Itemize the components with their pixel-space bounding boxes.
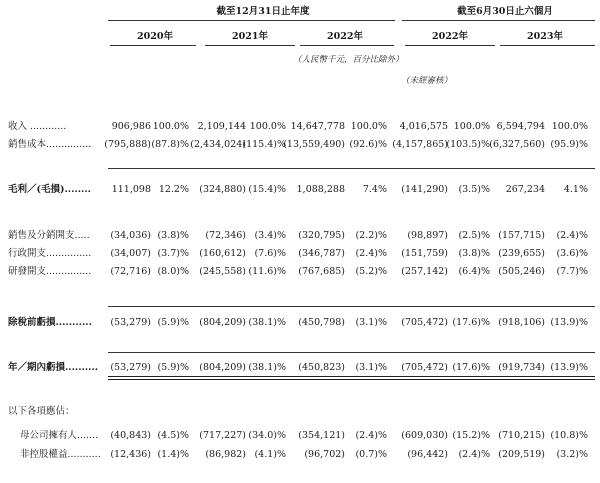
value-cell: 2,109,144 [197, 121, 246, 132]
value-cell: (53,279) [110, 362, 151, 373]
percent-cell: (3.6)% [556, 248, 588, 259]
percent-cell: (10.8)% [550, 430, 588, 441]
value-cell: 1,088,288 [296, 184, 345, 195]
row-label: 母公司擁有人....... [20, 430, 99, 441]
value-cell: (767,685) [298, 266, 345, 277]
value-cell: (450,823) [298, 362, 345, 373]
percent-cell: (13.9)% [550, 317, 588, 328]
value-cell: 111,098 [111, 184, 151, 195]
value-cell: (324,880) [199, 184, 246, 195]
percent-cell: (38.1)% [248, 317, 286, 328]
row-label: 研發開支............... [8, 266, 92, 277]
percent-cell: (15.2)% [452, 430, 490, 441]
value-cell: (209,519) [498, 449, 545, 460]
year-header-2022: 2022年 [327, 31, 363, 42]
value-cell: (4,157,865) [392, 139, 448, 150]
percent-cell: (2.4)% [355, 248, 387, 259]
value-cell: (346,787) [298, 248, 345, 259]
percent-cell: (3.8)% [157, 230, 189, 241]
percent-cell: (4.5)% [157, 430, 189, 441]
percent-cell: 4.1% [563, 184, 588, 195]
value-cell: (918,106) [498, 317, 545, 328]
value-cell: (53,279) [110, 317, 151, 328]
value-cell: (705,472) [401, 317, 448, 328]
year-underline [500, 45, 595, 46]
percent-cell: (3.2)% [556, 449, 588, 460]
header-divider-right [402, 20, 595, 21]
value-cell: 267,234 [505, 184, 545, 195]
percent-cell: (3.7)% [157, 248, 189, 259]
value-cell: (705,472) [401, 362, 448, 373]
percent-cell: (34.0)% [248, 430, 286, 441]
percent-cell: (17.6)% [452, 362, 490, 373]
percent-cell: (17.6)% [452, 317, 490, 328]
header-group-fiscal-year: 截至12月31日止年度 [216, 6, 310, 17]
value-cell: (13,559,490) [283, 139, 345, 150]
percent-cell: (103.5)% [446, 139, 490, 150]
percent-cell: (5.9)% [157, 362, 189, 373]
percent-cell: (2.4)% [458, 449, 490, 460]
year-header-2023-h1: 2023年 [527, 31, 563, 42]
percent-cell: (0.7)% [355, 449, 387, 460]
percent-cell: (13.9)% [550, 362, 588, 373]
value-cell: (98,897) [407, 230, 448, 241]
percent-cell: (38.1)% [248, 362, 286, 373]
subtotal-rule [108, 352, 595, 353]
value-cell: 14,647,778 [290, 121, 345, 132]
percent-cell: (95.9)% [550, 139, 588, 150]
value-cell: (804,209) [199, 362, 246, 373]
value-cell: (505,246) [498, 266, 545, 277]
year-underline [300, 45, 394, 46]
year-underline [405, 45, 495, 46]
header-divider-left [108, 20, 395, 21]
value-cell: (96,702) [304, 449, 345, 460]
value-cell: 4,016,575 [399, 121, 448, 132]
percent-cell: (1.4)% [157, 449, 189, 460]
percent-cell: (2.5)% [458, 230, 490, 241]
subtotal-rule [108, 306, 595, 307]
value-cell: (2,434,024) [190, 139, 246, 150]
percent-cell: (92.6)% [349, 139, 387, 150]
percent-cell: (5.2)% [355, 266, 387, 277]
percent-cell: (115.4)% [242, 139, 286, 150]
row-label: 除稅前虧損........... [8, 317, 92, 328]
value-cell: (257,142) [401, 266, 448, 277]
row-label: 年／期內虧損.......... [8, 362, 99, 373]
unaudited-note: （未經審核） [401, 76, 453, 86]
value-cell: (72,346) [205, 230, 246, 241]
year-header-2022-h1: 2022年 [432, 31, 468, 42]
row-label: 銷售成本............... [8, 139, 92, 150]
value-cell: (239,655) [498, 248, 545, 259]
year-header-2020: 2020年 [137, 31, 173, 42]
year-underline [205, 45, 295, 46]
value-cell: (354,121) [298, 430, 345, 441]
percent-cell: (4.1)% [254, 449, 286, 460]
value-cell: (160,612) [199, 248, 246, 259]
total-double-rule-bottom [108, 379, 595, 380]
currency-note: （人民幣千元，百分比除外） [293, 55, 404, 65]
value-cell: (320,795) [298, 230, 345, 241]
header-group-six-months: 截至6月30日止六個月 [457, 6, 553, 17]
percent-cell: (3.4)% [254, 230, 286, 241]
percent-cell: (6.4)% [458, 266, 490, 277]
value-cell: (141,290) [401, 184, 448, 195]
value-cell: (157,715) [498, 230, 545, 241]
percent-cell: (7.7)% [556, 266, 588, 277]
value-cell: (12,436) [110, 449, 151, 460]
value-cell: (96,442) [407, 449, 448, 460]
percent-cell: 100.0% [551, 121, 588, 132]
percent-cell: (3.8)% [458, 248, 490, 259]
percent-cell: (2.2)% [355, 230, 387, 241]
row-label: 毛利／(毛損)........ [8, 184, 91, 195]
value-cell: (245,558) [199, 266, 246, 277]
row-label: 以下各項應佔： [8, 406, 75, 417]
percent-cell: (2.4)% [556, 230, 588, 241]
percent-cell: (3.1)% [355, 362, 387, 373]
value-cell: (804,209) [199, 317, 246, 328]
year-header-2021: 2021年 [232, 31, 268, 42]
percent-cell: 100.0% [152, 121, 189, 132]
percent-cell: (7.6)% [254, 248, 286, 259]
value-cell: (72,716) [110, 266, 151, 277]
value-cell: (710,215) [498, 430, 545, 441]
percent-cell: 100.0% [453, 121, 490, 132]
row-label: 收入 ............ [8, 121, 67, 132]
percent-cell: (2.4)% [355, 430, 387, 441]
row-label: 非控股權益........... [20, 449, 101, 460]
value-cell: (795,888) [104, 139, 151, 150]
value-cell: (6,327,560) [489, 139, 545, 150]
total-double-rule-top [108, 376, 595, 377]
row-label: 行政開支............... [8, 248, 92, 259]
value-cell: (40,843) [110, 430, 151, 441]
value-cell: (919,734) [498, 362, 545, 373]
value-cell: (151,759) [401, 248, 448, 259]
percent-cell: (11.6)% [248, 266, 286, 277]
value-cell: 906,986 [111, 121, 151, 132]
percent-cell: 12.2% [158, 184, 189, 195]
year-underline [110, 45, 196, 46]
value-cell: (34,007) [110, 248, 151, 259]
percent-cell: 7.4% [362, 184, 387, 195]
value-cell: (86,982) [205, 449, 246, 460]
subtotal-rule [108, 168, 595, 169]
percent-cell: 100.0% [350, 121, 387, 132]
percent-cell: 100.0% [249, 121, 286, 132]
percent-cell: (15.4)% [248, 184, 286, 195]
percent-cell: (3.1)% [355, 317, 387, 328]
value-cell: 6,594,794 [496, 121, 545, 132]
percent-cell: (3.5)% [458, 184, 490, 195]
value-cell: (717,227) [199, 430, 246, 441]
percent-cell: (8.0)% [157, 266, 189, 277]
value-cell: (609,030) [401, 430, 448, 441]
row-label: 銷售及分銷開支..... [8, 230, 90, 241]
value-cell: (450,798) [298, 317, 345, 328]
percent-cell: (5.9)% [157, 317, 189, 328]
value-cell: (34,036) [110, 230, 151, 241]
percent-cell: (87.8)% [151, 139, 189, 150]
